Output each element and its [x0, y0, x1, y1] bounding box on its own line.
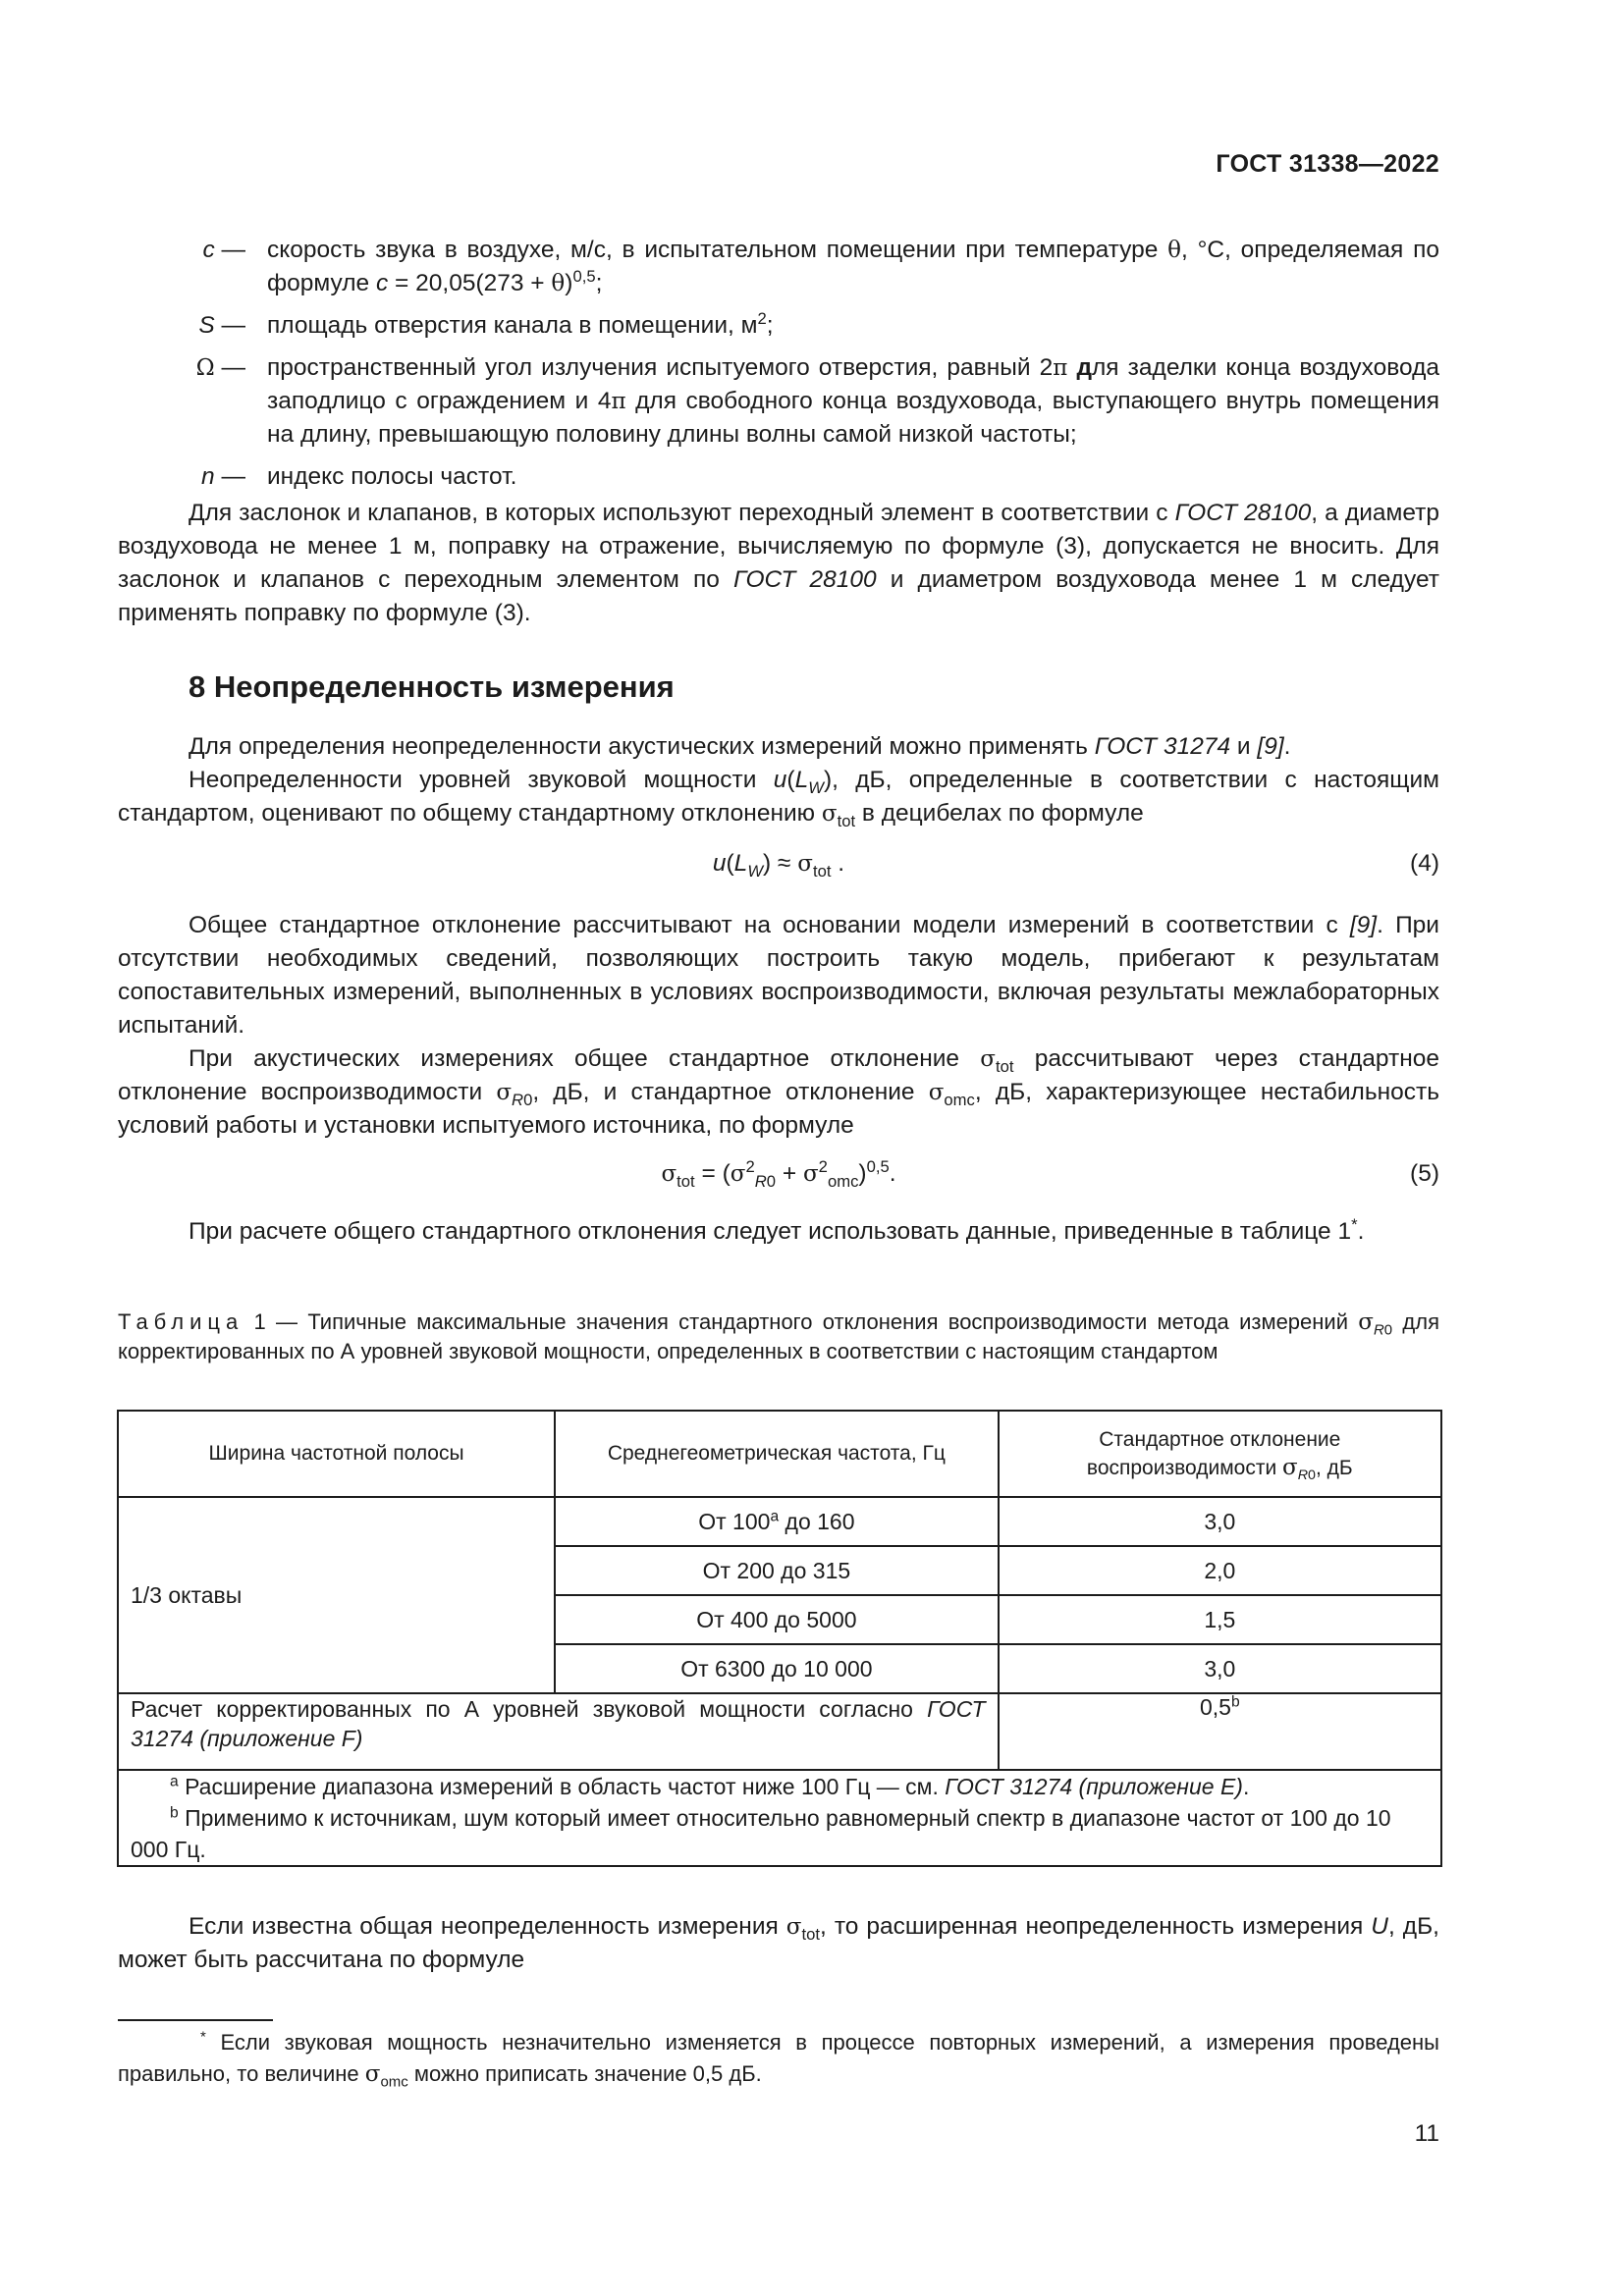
header-band: Ширина частотной полосы — [118, 1411, 555, 1497]
table-note-b: $^b$ Применимо к источникам, шум который имеет относительно равномерный спектр в диапазоне частот от 100 до 10 000 Гц. — [131, 1804, 1391, 1862]
uncertainty-table — [117, 1410, 1442, 1867]
document-header: ГОСТ 31338—2022 — [1216, 150, 1439, 178]
paragraph-acoustic: При акустических измерениях общее стандартное отклонение $\sigma_{tot}$ рассчитывают через стандартное отклонение воспроизводимости $\sigma_{R0}$, дБ, и стандартное отклонение $\sigma_{omc}$, дБ, характеризующее нестабильность условий работы и установки испытуемого источника, по формуле — [118, 1045, 1439, 1139]
table-note-a: $^а$ Расширение диапазона измерений в область частот ниже 100 Гц — см. ГОСТ 31274 (приложение E). — [170, 1773, 1250, 1799]
definition-omega: Ω — пространственный угол излучения испытуемого отверстия, равный 2π для заделки конца воздуховода заподлицо с ограждением и 4π для свободного конца воздуховода, выступающего внутрь помещения на длину, превышающую половину длины волны самой низкой частоты; — [195, 354, 1439, 448]
paragraph-model: Общее стандартное отклонение рассчитывают на основании модели измерений в соответствии с [9]. При отсутствии необходимых сведений, позволяющих построить такую модель, прибегают к результатам сопоставительных измерений, выполненных в условиях воспроизводимости, включая результаты межлабораторных испытаний. — [118, 912, 1439, 1039]
freq-cell: От 200 до 315 — [555, 1546, 998, 1595]
definition-list — [118, 234, 1439, 503]
footnote-separator — [118, 2019, 273, 2021]
band-cell: 1/3 октавы — [118, 1497, 555, 1693]
paragraph-calc: При расчете общего стандартного отклонения следует использовать данные, приведенные в таблице 1*. — [189, 1214, 1365, 1245]
definition-s: S — площадь отверстия канала в помещении, $м^2$; — [198, 308, 774, 339]
definition-n: n — индекс полосы частот. — [201, 463, 517, 490]
value-cell: 1,5 — [999, 1595, 1441, 1644]
freq-cell: От 6300 до 10 000 — [555, 1644, 998, 1693]
table-row — [118, 1497, 1441, 1546]
value-cell: 2,0 — [999, 1546, 1441, 1595]
notes-cell — [118, 1770, 1441, 1866]
value-cell: 3,0 — [999, 1644, 1441, 1693]
table-caption: Таблица 1 — Типичные максимальные значения стандартного отклонения воспроизводимости метода измерений $\sigma_{R0}$ для корректированных по А уровней звуковой мощности, определенных в соответствии с настоящим стандартом — [118, 1309, 1439, 1363]
table-notes-row — [118, 1770, 1441, 1866]
freq-cell: От $100^а$ до 160 — [555, 1497, 998, 1546]
freq-cell: От 400 до 5000 — [555, 1595, 998, 1644]
paragraph-valves: Для заслонок и клапанов, в которых используют переходный элемент в соответствии с ГОСТ 28100, а диаметр воздуховода не менее 1 м, поправку на отражение, вычисляемую по формуле (3), допускается не вносить. Для заслонок и клапанов с переходным элементом по ГОСТ 28100 и диаметром воздуховода менее 1 м следует применять поправку по формуле (3). — [118, 500, 1440, 626]
calc-cell: Расчет корректированных по А уровней звуковой мощности согласно ГОСТ 31274 (приложение F) — [118, 1693, 999, 1770]
formula-4: $u(L_W) \approx \sigma_{tot}$ . (4) — [712, 850, 1439, 881]
calc-value-cell: 0,5$^b$ — [999, 1693, 1441, 1770]
header-freq: Среднегеометрическая частота, Гц — [555, 1411, 998, 1497]
section-heading: 8 Неопределенность измерения — [189, 669, 675, 704]
paragraph-uncertainty: Неопределенности уровней звуковой мощности $u(L_W)$, дБ, определенные в соответствии с настоящим стандартом, оценивают по общему стандартному отклонению $\sigma_{tot}$ в децибелах по формуле — [118, 767, 1439, 830]
formula-5: $\sigma_{tot} = (\sigma^2_{R0} + \sigma^2_{omc})^{0,5}$. (5) — [661, 1156, 1439, 1191]
definition-c: c — скорость звука в воздухе, м/с, в испытательном помещении при температуре θ, °С, определяемая по формуле $c = 20,05(273 + \theta)^{0,5}$; — [202, 237, 1439, 296]
formula-5-number: (5) — [1410, 1160, 1439, 1187]
table-calc-row — [118, 1693, 1441, 1770]
footnote: * Если звуковая мощность незначительно изменяется в процессе повторных измерений, а измерения проведены правильно, то величине $\sigma_{omc}$ можно приписать значение 0,5 дБ. — [118, 2028, 1439, 2091]
table-header-row — [118, 1411, 1441, 1497]
value-cell: 3,0 — [999, 1497, 1441, 1546]
paragraph-methods: Для определения неопределенности акустических измерений можно применять ГОСТ 31274 и [9]. — [189, 733, 1291, 760]
page-number: 11 — [1414, 2120, 1439, 2147]
paragraph-expanded: Если известна общая неопределенность измерения $\sigma_{tot}$, то расширенная неопределенность измерения U, дБ, может быть рассчитана по формуле — [118, 1913, 1439, 1973]
formula-4-number: (4) — [1410, 850, 1439, 877]
header-std: Стандартное отклонение воспроизводимости $\sigma_{R0}$, дБ — [999, 1411, 1441, 1497]
